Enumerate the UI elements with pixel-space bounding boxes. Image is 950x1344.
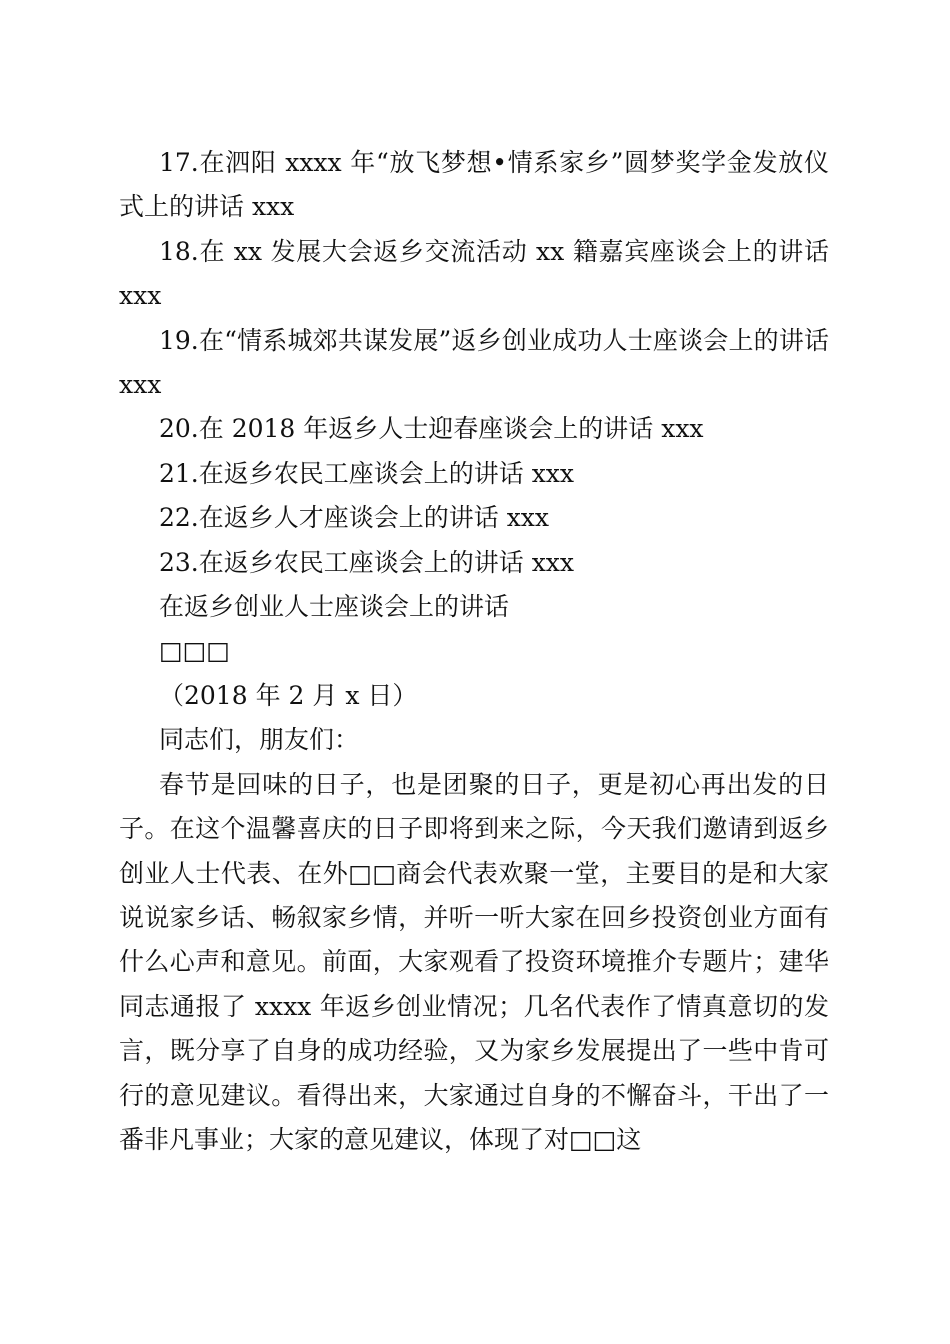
speech-date: （2018 年 2 月 x 日） <box>159 680 418 710</box>
list-item-20: 20.在 2018 年返乡人士迎春座谈会上的讲话 xxx <box>159 414 704 444</box>
list-item-21: 21.在返乡农民工座谈会上的讲话 xxx <box>159 458 575 488</box>
list-item-23: 23.在返乡农民工座谈会上的讲话 xxx <box>159 547 575 577</box>
speech-title: 在返乡创业人士座谈会上的讲话 <box>159 592 510 622</box>
list-item-22: 22.在返乡人才座谈会上的讲话 xxx <box>159 503 550 533</box>
body-paragraph: 春节是回味的日子，也是团聚的日子，更是初心再出发的日子。在这个温馨喜庆的日子即将到来之际，今天我们邀请到返乡创业人士代表、在外□□商会代表欢聚一堂，主要目的是和大家说说家乡话、畅叙家乡情，并听一听大家在回乡投资创业方面有什么心声和意见。前面，大家观看了投资环境推介专题片；建华同志通报了 xxxx 年返乡创业情况；几名代表作了情真意切的发言，既分享了自身的成功经验，又为家乡发展提出了一些中肯可行的意见建议。看得出来，大家通过自身的不懈奋斗，干出了一番非凡事业；大家的意见建议，体现了对□□这 <box>119 769 829 1154</box>
list-item-17: 17.在泗阳 xxxx 年“放飞梦想•情系家乡”圆梦奖学金发放仪式上的讲话 xxx <box>119 148 829 222</box>
document-body <box>119 141 829 1162</box>
list-item-19: 19.在“情系城郊共谋发展”返乡创业成功人士座谈会上的讲话 xxx <box>119 325 829 400</box>
salutation: 同志们，朋友们： <box>159 725 360 755</box>
list-item-18: 18.在 xx 发展大会返乡交流活动 xx 籍嘉宾座谈会上的讲话 xxx <box>119 236 829 311</box>
speech-author: □□□ <box>159 636 230 666</box>
